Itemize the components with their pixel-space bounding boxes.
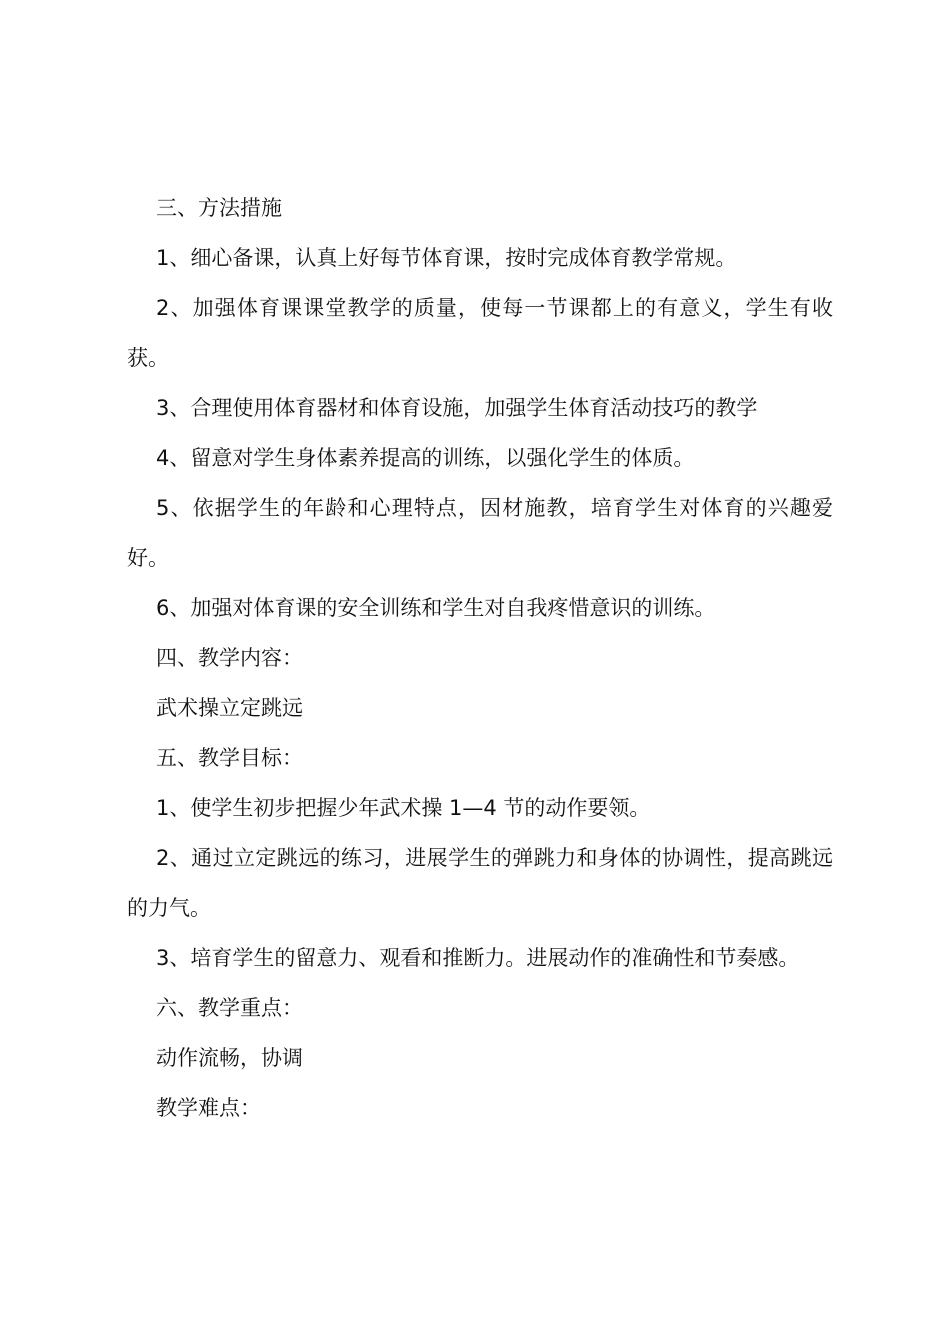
method-item-1: 1、细心备课，认真上好每节体育课，按时完成体育教学常规。 bbox=[156, 246, 737, 270]
goal-item-3: 3、培育学生的留意力、观看和推断力。进展动作的准确性和节奏感。 bbox=[156, 946, 800, 970]
section-heading-goals: 五、教学目标： bbox=[156, 746, 303, 770]
method-item-3: 3、合理使用体育器材和体育设施，加强学生体育活动技巧的教学 bbox=[156, 396, 758, 420]
difficulty-heading: 教学难点： bbox=[156, 1096, 261, 1120]
method-item-4: 4、留意对学生身体素养提高的训练，以强化学生的体质。 bbox=[156, 446, 695, 470]
content-text: 武术操立定跳远 bbox=[156, 696, 303, 720]
document-body bbox=[127, 183, 833, 1133]
section-heading-key-points: 六、教学重点： bbox=[156, 996, 303, 1020]
section-heading-content: 四、教学内容： bbox=[156, 646, 303, 670]
goal-item-2: 2、通过立定跳远的练习，进展学生的弹跳力和身体的协调性，提高跳远的力气。 bbox=[127, 846, 833, 920]
method-item-5: 5、依据学生的年龄和心理特点，因材施教，培育学生对体育的兴趣爱好。 bbox=[127, 496, 833, 570]
key-points-text: 动作流畅，协调 bbox=[156, 1046, 303, 1070]
goal-item-1: 1、使学生初步把握少年武术操 1—4 节的动作要领。 bbox=[156, 796, 651, 820]
section-heading-methods: 三、方法措施 bbox=[156, 196, 282, 220]
method-item-6: 6、加强对体育课的安全训练和学生对自我疼惜意识的训练。 bbox=[156, 596, 716, 620]
method-item-2: 2、加强体育课课堂教学的质量，使每一节课都上的有意义，学生有收获。 bbox=[127, 296, 833, 370]
